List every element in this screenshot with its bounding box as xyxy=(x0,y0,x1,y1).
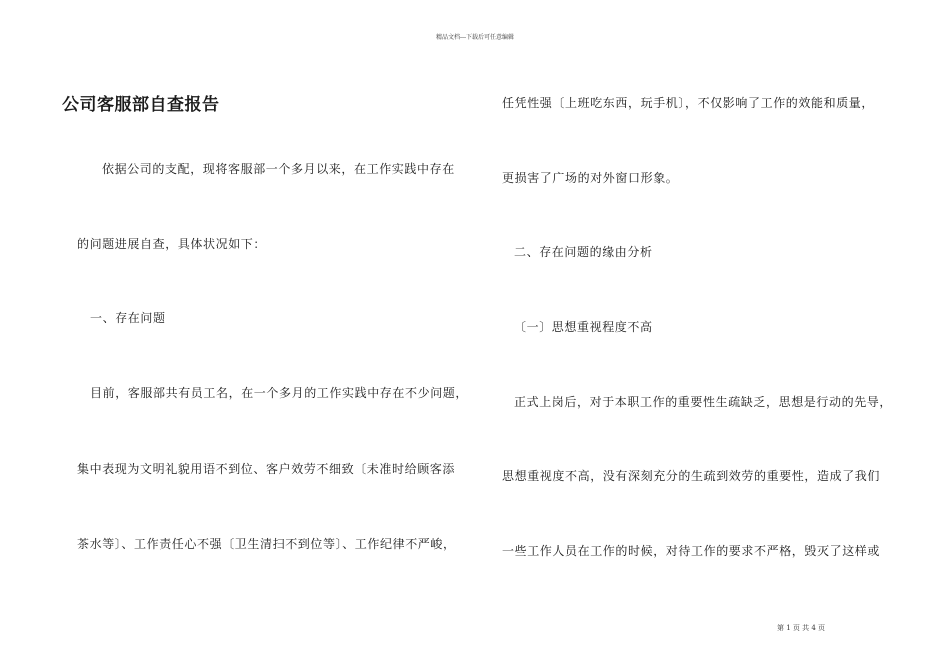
right-paragraph-line-3: 正式上岗后，对于本职工作的重要性生疏缺乏，思想是行动的先导， xyxy=(514,395,893,409)
left-paragraph-line-1: 依据公司的支配，现将客服部一个多月以来，在工作实践中存在 xyxy=(102,162,455,176)
left-paragraph-line-4: 集中表现为文明礼貌用语不到位、客户效劳不细致〔未准时给顾客添 xyxy=(77,462,456,476)
page-number-indicator: 第 1 页 共 4 页 xyxy=(777,624,826,632)
right-paragraph-line-1: 任凭性强〔上班吃东西，玩手机〕，不仅影响了工作的效能和质量， xyxy=(502,96,875,110)
left-paragraph-line-5: 茶水等〕、工作责任心不强〔卫生清扫不到位等〕、工作纪律不严峻， xyxy=(77,537,456,551)
page-header-note: 精品文档---下载后可任意编辑 xyxy=(435,34,515,41)
left-paragraph-line-3: 目前，客服部共有员工名，在一个多月的工作实践中存在不少问题， xyxy=(90,386,469,400)
right-paragraph-line-2: 更损害了广场的对外窗口形象。 xyxy=(502,171,679,185)
section-heading-existing-problems: 一、存在问题 xyxy=(90,311,166,325)
right-paragraph-line-4: 思想重视度不高，没有深刻充分的生疏到效劳的重要性，造成了我们 xyxy=(502,469,881,483)
left-paragraph-line-2: 的问题进展自查，具体状况如下： xyxy=(77,237,267,251)
section-heading-cause-analysis: 二、存在问题的缘由分析 xyxy=(514,245,653,259)
document-title: 公司客服部自查报告 xyxy=(62,95,220,115)
subsection-heading-low-awareness: 〔一〕思想重视程度不高 xyxy=(514,320,653,334)
right-paragraph-line-5: 一些工作人员在工作的时候，对待工作的要求不严格，毁灭了这样或 xyxy=(502,544,881,558)
